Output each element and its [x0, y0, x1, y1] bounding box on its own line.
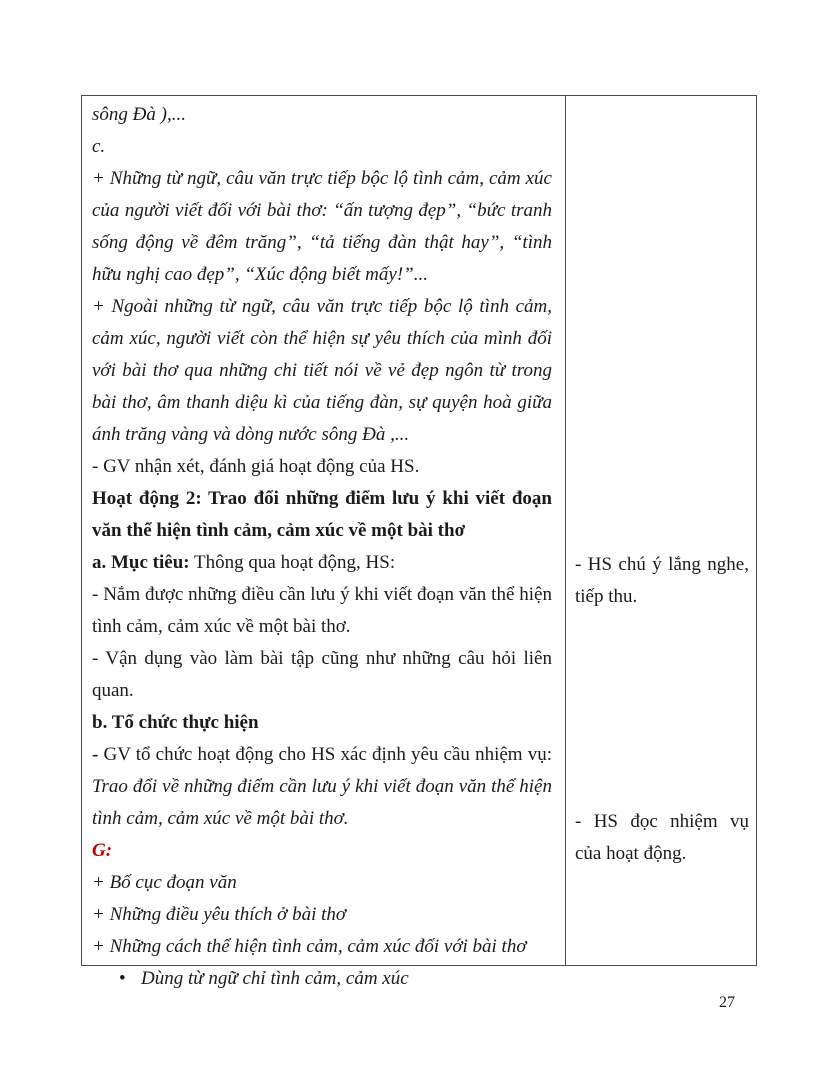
section-label: a. Mục tiêu: — [92, 552, 190, 573]
paragraph: + Ngoài những từ ngữ, câu văn trực tiếp bộc lộ tình cảm, cảm xúc, người viết còn thể hiện sự yêu thích của mình đối với bài thơ qua những chi tiết nói về vẻ đẹp ngôn từ trong bài thơ, âm thanh diệu kì của tiếng đàn, sự quyện hoà giữa ánh trăng vàng và dòng nước sông Đà ,... — [92, 296, 552, 445]
paragraph: - Vận dụng vào làm bài tập cũng như những câu hỏi liên quan. — [92, 648, 552, 701]
paragraph — [92, 739, 552, 835]
paragraph: + Những điều yêu thích ở bài thơ — [92, 904, 347, 925]
paragraph — [92, 547, 552, 579]
student-note: - HS đọc nhiệm vụ của hoạt động. — [575, 811, 749, 864]
bullet-list-item — [92, 963, 552, 995]
task-text: Trao đổi về những điểm cần lưu ý khi viết đoạn văn thể hiện tình cảm, cảm xúc về một bài thơ. — [92, 776, 552, 829]
paragraph: sông Đà ),... — [92, 104, 186, 125]
page-number: 27 — [719, 994, 735, 1011]
student-activities-column — [566, 96, 756, 965]
paragraph: c. — [92, 136, 106, 157]
paragraph: - Nắm được những điều cần lưu ý khi viết đoạn văn thể hiện tình cảm, cảm xúc về một bài thơ. — [92, 584, 552, 637]
bullet-text: Dùng từ ngữ chỉ tình cảm, cảm xúc — [141, 968, 409, 989]
paragraph: + Bố cục đoạn văn — [92, 872, 237, 893]
instruction-text: GV tổ chức hoạt động cho HS xác định yêu cầu nhiệm vụ: — [103, 744, 552, 765]
activity-heading: Hoạt động 2: Trao đổi những điểm lưu ý khi viết đoạn văn thể hiện tình cảm, cảm xúc về một bài thơ — [92, 488, 552, 541]
dash-marker: - — [92, 744, 99, 765]
bullet-icon: • — [119, 968, 126, 989]
section-text: Thông qua hoạt động, HS: — [194, 552, 396, 573]
section-heading: b. Tổ chức thực hiện — [92, 712, 259, 733]
student-note: - HS chú ý lắng nghe, tiếp thu. — [575, 554, 749, 607]
g-label: G: — [92, 840, 113, 861]
paragraph: - GV nhận xét, đánh giá hoạt động của HS. — [92, 456, 420, 477]
paragraph: + Những cách thể hiện tình cảm, cảm xúc đối với bài thơ — [92, 936, 527, 957]
lesson-plan-table — [81, 95, 757, 989]
paragraph: + Những từ ngữ, câu văn trực tiếp bộc lộ tình cảm, cảm xúc của người viết đối với bài thơ: “ấn tượng đẹp”, “bức tranh sống động về đêm trăng”, “tả tiếng đàn thật hay”, “tình hữu nghị cao đẹp”, “Xúc động biết mấy!”... — [92, 168, 552, 285]
teacher-activities-column — [82, 96, 566, 989]
